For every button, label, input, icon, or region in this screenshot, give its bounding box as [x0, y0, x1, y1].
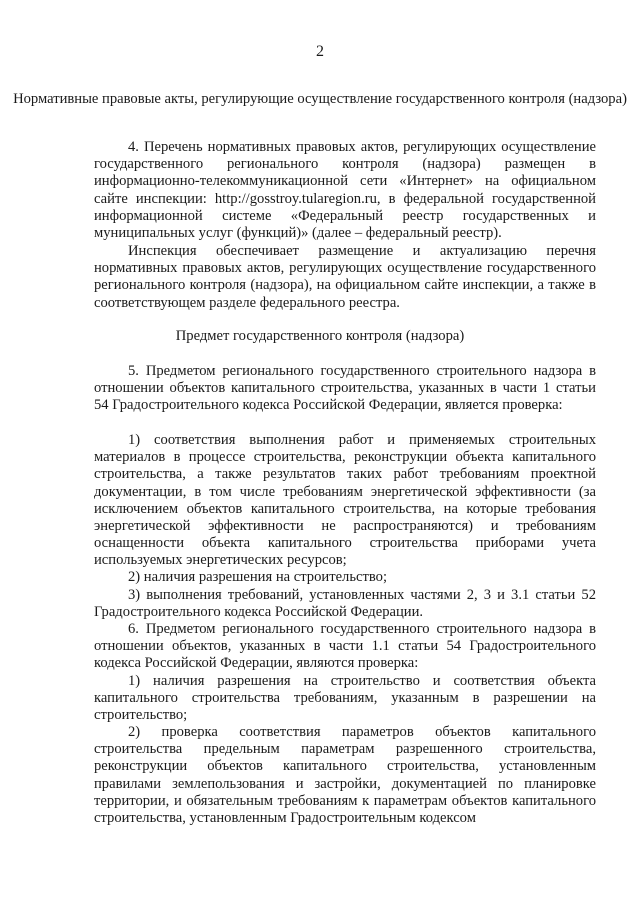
section-heading-subject: Предмет государственного контроля (надзора) — [175, 328, 465, 344]
paragraph-inspection: Инспекция обеспечивает размещение и актуализацию перечня нормативных правовых актов, регулирующих осуществление государственного регионального контроля (надзора), на официальном сайте инспекции, а также в соответствующем разделе федерального реестра. — [94, 243, 596, 311]
paragraph-6-item-2: 2) проверка соответствия параметров объектов капитального строительства предельным параметрам разрешенного строительства, реконструкции объектов капитального строительства, установленным правилами землепользования и застройки, документацией по планировке территории, и обязательным требованиям к параметрам объектов капитального строительства, установленным Градостроительным кодексом — [94, 724, 596, 827]
paragraph-5-item-1: 1) соответствия выполнения работ и применяемых строительных материалов в процессе строительства, реконструкции объекта капитального строительства, а также результатов таких работ требованиям проектной документации, в том числе требованиям энергетической эффективности (за исключением объектов капитального строительства, на которые требования энергетической эффективности не распространяются) и требованиям оснащенности объекта капитального строительства приборами учета используемых энергетических ресурсов; — [94, 432, 596, 569]
paragraph-5-item-3: 3) выполнения требований, установленных частями 2, 3 и 3.1 статьи 52 Градостроительного кодекса Российской Федерации. — [94, 587, 596, 621]
section-heading-legal-acts: Нормативные правовые акты, регулирующие осуществление государственного контроля (надзора) — [13, 91, 627, 107]
paragraph-5-item-2: 2) наличия разрешения на строительство; — [128, 569, 387, 585]
paragraph-6: 6. Предметом регионального государственного строительного надзора в отношении объектов, указанных в части 1.1 статьи 54 Градостроительного кодекса Российской Федерации, являются проверка: — [94, 621, 596, 672]
page-number: 2 — [316, 43, 324, 60]
paragraph-6-item-1: 1) наличия разрешения на строительство и соответствия объекта капитального строительства требованиям, указанным в разрешении на строительство; — [94, 673, 596, 724]
paragraph-5: 5. Предметом регионального государственного строительного надзора в отношении объектов капитального строительства, указанных в части 1 статьи 54 Градостроительного кодекса Российской Федерации, является проверка: — [94, 363, 596, 414]
paragraph-4: 4. Перечень нормативных правовых актов, регулирующих осуществление государственного регионального контроля (надзора) размещен в информационно-телекоммуникационной сети «Интернет» на официальном сайте инспекции: http://gosstroy.tularegion.ru, в федеральной государственной информационной системе «Федеральный реестр государственных и муниципальных услуг (функций)» (далее – федеральный реестр). — [94, 139, 596, 242]
